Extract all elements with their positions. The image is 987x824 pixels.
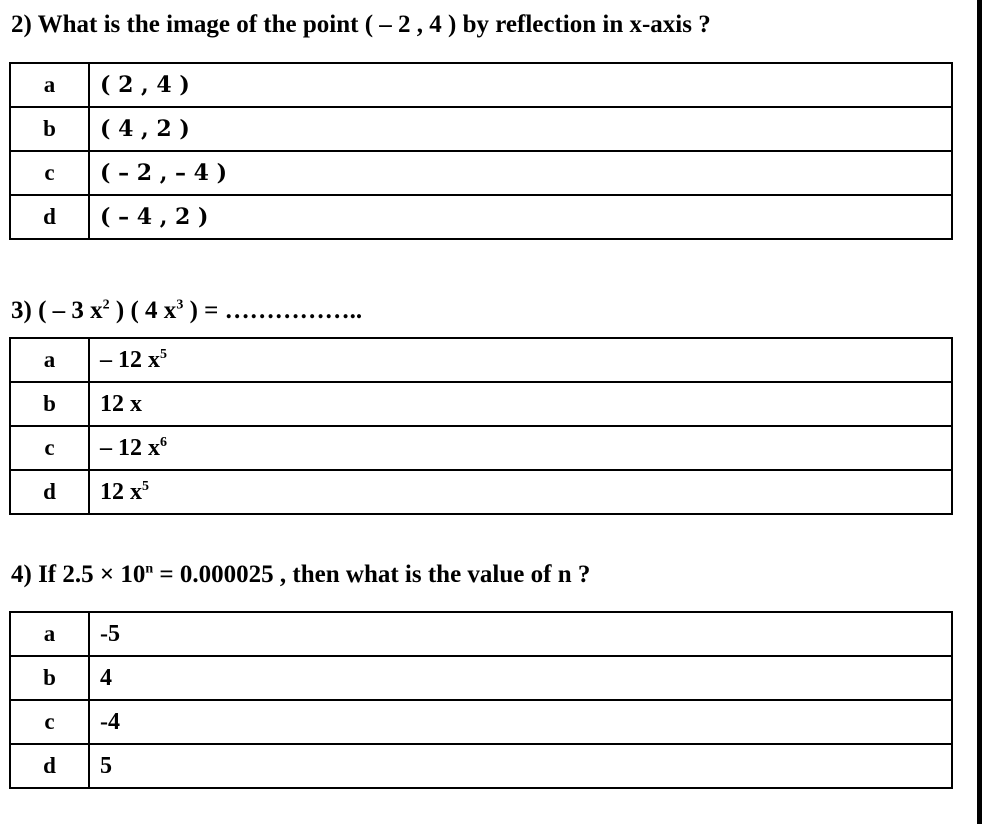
option-row-b[interactable] xyxy=(10,107,952,151)
option-row-b[interactable] xyxy=(10,656,952,700)
option-answer: 5 xyxy=(89,744,952,788)
option-base: – 12 x xyxy=(100,346,160,373)
option-letter: c xyxy=(10,151,89,195)
option-row-b[interactable] xyxy=(10,382,952,426)
option-row-a[interactable] xyxy=(10,612,952,656)
question-3-options xyxy=(9,337,953,515)
option-letter: a xyxy=(10,338,89,382)
option-row-c[interactable] xyxy=(10,700,952,744)
option-letter: d xyxy=(10,470,89,514)
option-answer: ( – 2 , – 4 ) xyxy=(89,151,952,195)
q3-title-suffix: ) = …………….. xyxy=(183,297,363,324)
q3-title-middle: ) ( 4 x xyxy=(109,297,177,324)
question-4-options xyxy=(9,611,953,789)
option-answer xyxy=(89,470,952,514)
question-4-title xyxy=(11,560,590,590)
q4-title-suffix: = 0.000025 , then what is the value of n ? xyxy=(153,561,591,588)
option-row-d[interactable] xyxy=(10,195,952,239)
option-row-a[interactable] xyxy=(10,338,952,382)
option-letter: b xyxy=(10,382,89,426)
option-answer xyxy=(89,426,952,470)
option-row-c[interactable] xyxy=(10,151,952,195)
option-letter: b xyxy=(10,107,89,151)
option-base: 12 x xyxy=(100,390,142,417)
option-row-c[interactable] xyxy=(10,426,952,470)
option-letter: d xyxy=(10,195,89,239)
option-answer: ( – 4 , 2 ) xyxy=(89,195,952,239)
option-answer: 4 xyxy=(89,656,952,700)
q4-title-exponent: n xyxy=(145,561,154,577)
option-row-d[interactable] xyxy=(10,470,952,514)
option-exponent: 5 xyxy=(160,346,167,362)
option-answer: -5 xyxy=(89,612,952,656)
question-2-title: 2) What is the image of the point ( – 2 , 4 ) by reflection in x-axis ? xyxy=(11,11,711,38)
option-row-d[interactable] xyxy=(10,744,952,788)
question-3-title xyxy=(11,296,362,326)
option-letter: a xyxy=(10,612,89,656)
option-letter: b xyxy=(10,656,89,700)
option-answer xyxy=(89,382,952,426)
option-answer: ( 2 , 4 ) xyxy=(89,63,952,107)
option-letter: c xyxy=(10,426,89,470)
option-letter: a xyxy=(10,63,89,107)
option-base: 12 x xyxy=(100,478,142,505)
q3-title-exponent-1: 2 xyxy=(102,297,110,313)
option-exponent: 5 xyxy=(142,478,149,494)
option-base: – 12 x xyxy=(100,434,160,461)
q4-title-prefix: 4) If 2.5 × 10 xyxy=(11,561,146,588)
q3-title-exponent-2: 3 xyxy=(176,297,184,313)
option-exponent: 6 xyxy=(160,434,167,450)
page-right-border xyxy=(977,0,982,824)
option-answer: -4 xyxy=(89,700,952,744)
q3-title-prefix: 3) ( – 3 x xyxy=(11,297,103,324)
option-answer xyxy=(89,338,952,382)
question-2-options xyxy=(9,62,953,240)
option-letter: c xyxy=(10,700,89,744)
option-answer: ( 4 , 2 ) xyxy=(89,107,952,151)
option-row-a[interactable] xyxy=(10,63,952,107)
option-letter: d xyxy=(10,744,89,788)
